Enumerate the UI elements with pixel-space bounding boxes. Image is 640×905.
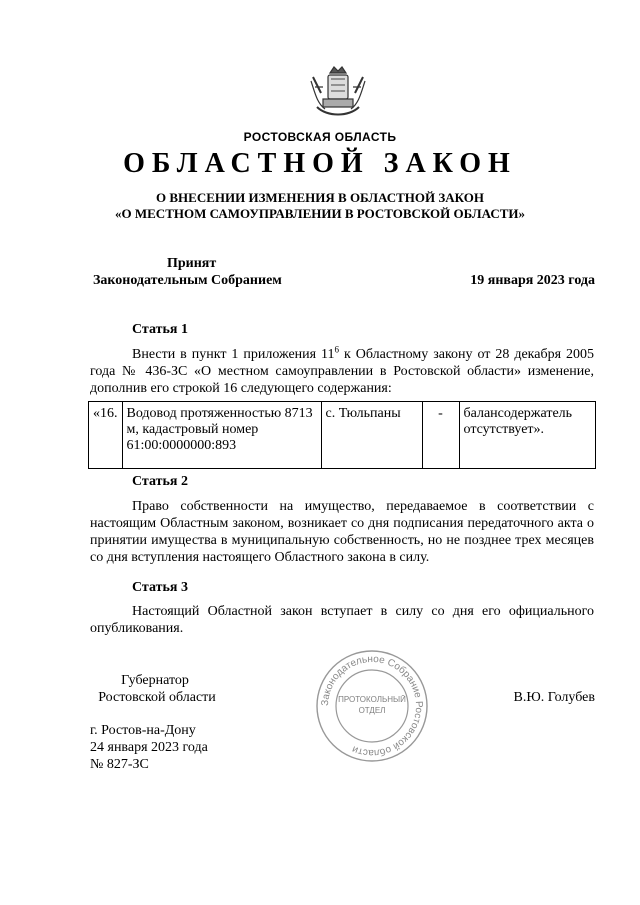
- table-cell: «16.: [89, 402, 123, 469]
- article-2-text: Право собственности на имущество, передаваемое в соответствии с настоящим Областным законом, возникает со дня подписания передаточного акта о принятии имущества в муниципальную собственность, но не позднее трех месяцев со дня вступления настоящего Областного закона в силу.: [90, 499, 594, 565]
- stamp-ring-text: Законодательное Собрание Ростовской области: [319, 653, 425, 759]
- signing-place: г. Ростов-на-Дону: [90, 723, 196, 738]
- table-cell: балансодержатель отсутствует».: [459, 402, 596, 469]
- article-3-text: Настоящий Областной закон вступает в силу со дня его официального опубликования.: [90, 604, 594, 636]
- accepted-by: Законодательным Собранием: [93, 273, 282, 288]
- amendment-table: [88, 401, 596, 469]
- coat-of-arms-icon: [303, 63, 373, 121]
- article-3-heading: Статья 3: [132, 580, 188, 595]
- region-name: РОСТОВСКАЯ ОБЛАСТЬ: [243, 130, 397, 144]
- accepted-label: Принят: [167, 256, 217, 271]
- article-2-heading: Статья 2: [132, 474, 188, 489]
- governor-region: Ростовской области: [98, 690, 216, 705]
- table-cell: с. Тюльпаны: [321, 402, 422, 469]
- law-subtitle-line2: «О МЕСТНОМ САМОУПРАВЛЕНИИ В РОСТОВСКОЙ ОБЛАСТИ»: [115, 206, 525, 221]
- official-stamp: [314, 648, 430, 764]
- governor-title: Губернатор: [121, 673, 189, 688]
- law-title: ОБЛАСТНОЙ ЗАКОН: [123, 148, 517, 179]
- table-row: [89, 402, 596, 469]
- article-1-text: Внести в пункт 1 приложения $11^6$ к Областному закону от 28 декабря 2005 года № 436-ЗС «О местном самоуправлении в Ростовской области» изменение, дополнив его строкой 16 следующего содержания:: [90, 344, 594, 396]
- governor-name: В.Ю. Голубев: [513, 690, 595, 705]
- signing-date: 24 января 2023 года: [90, 740, 208, 755]
- table-cell: Водовод протяженностью 8713 м, кадастровый номер 61:00:0000000:893: [122, 402, 321, 469]
- law-subtitle-line1: О ВНЕСЕНИИ ИЗМЕНЕНИЯ В ОБЛАСТНОЙ ЗАКОН: [156, 190, 484, 205]
- stamp-center-line1: ПРОТОКОЛЬНЫЙ: [338, 695, 406, 704]
- article-1-heading: Статья 1: [132, 322, 188, 337]
- stamp-center-line2: ОТДЕЛ: [358, 706, 386, 715]
- table-cell: -: [422, 402, 459, 469]
- law-number: № 827-ЗС: [90, 757, 149, 772]
- adoption-date: 19 января 2023 года: [470, 273, 595, 288]
